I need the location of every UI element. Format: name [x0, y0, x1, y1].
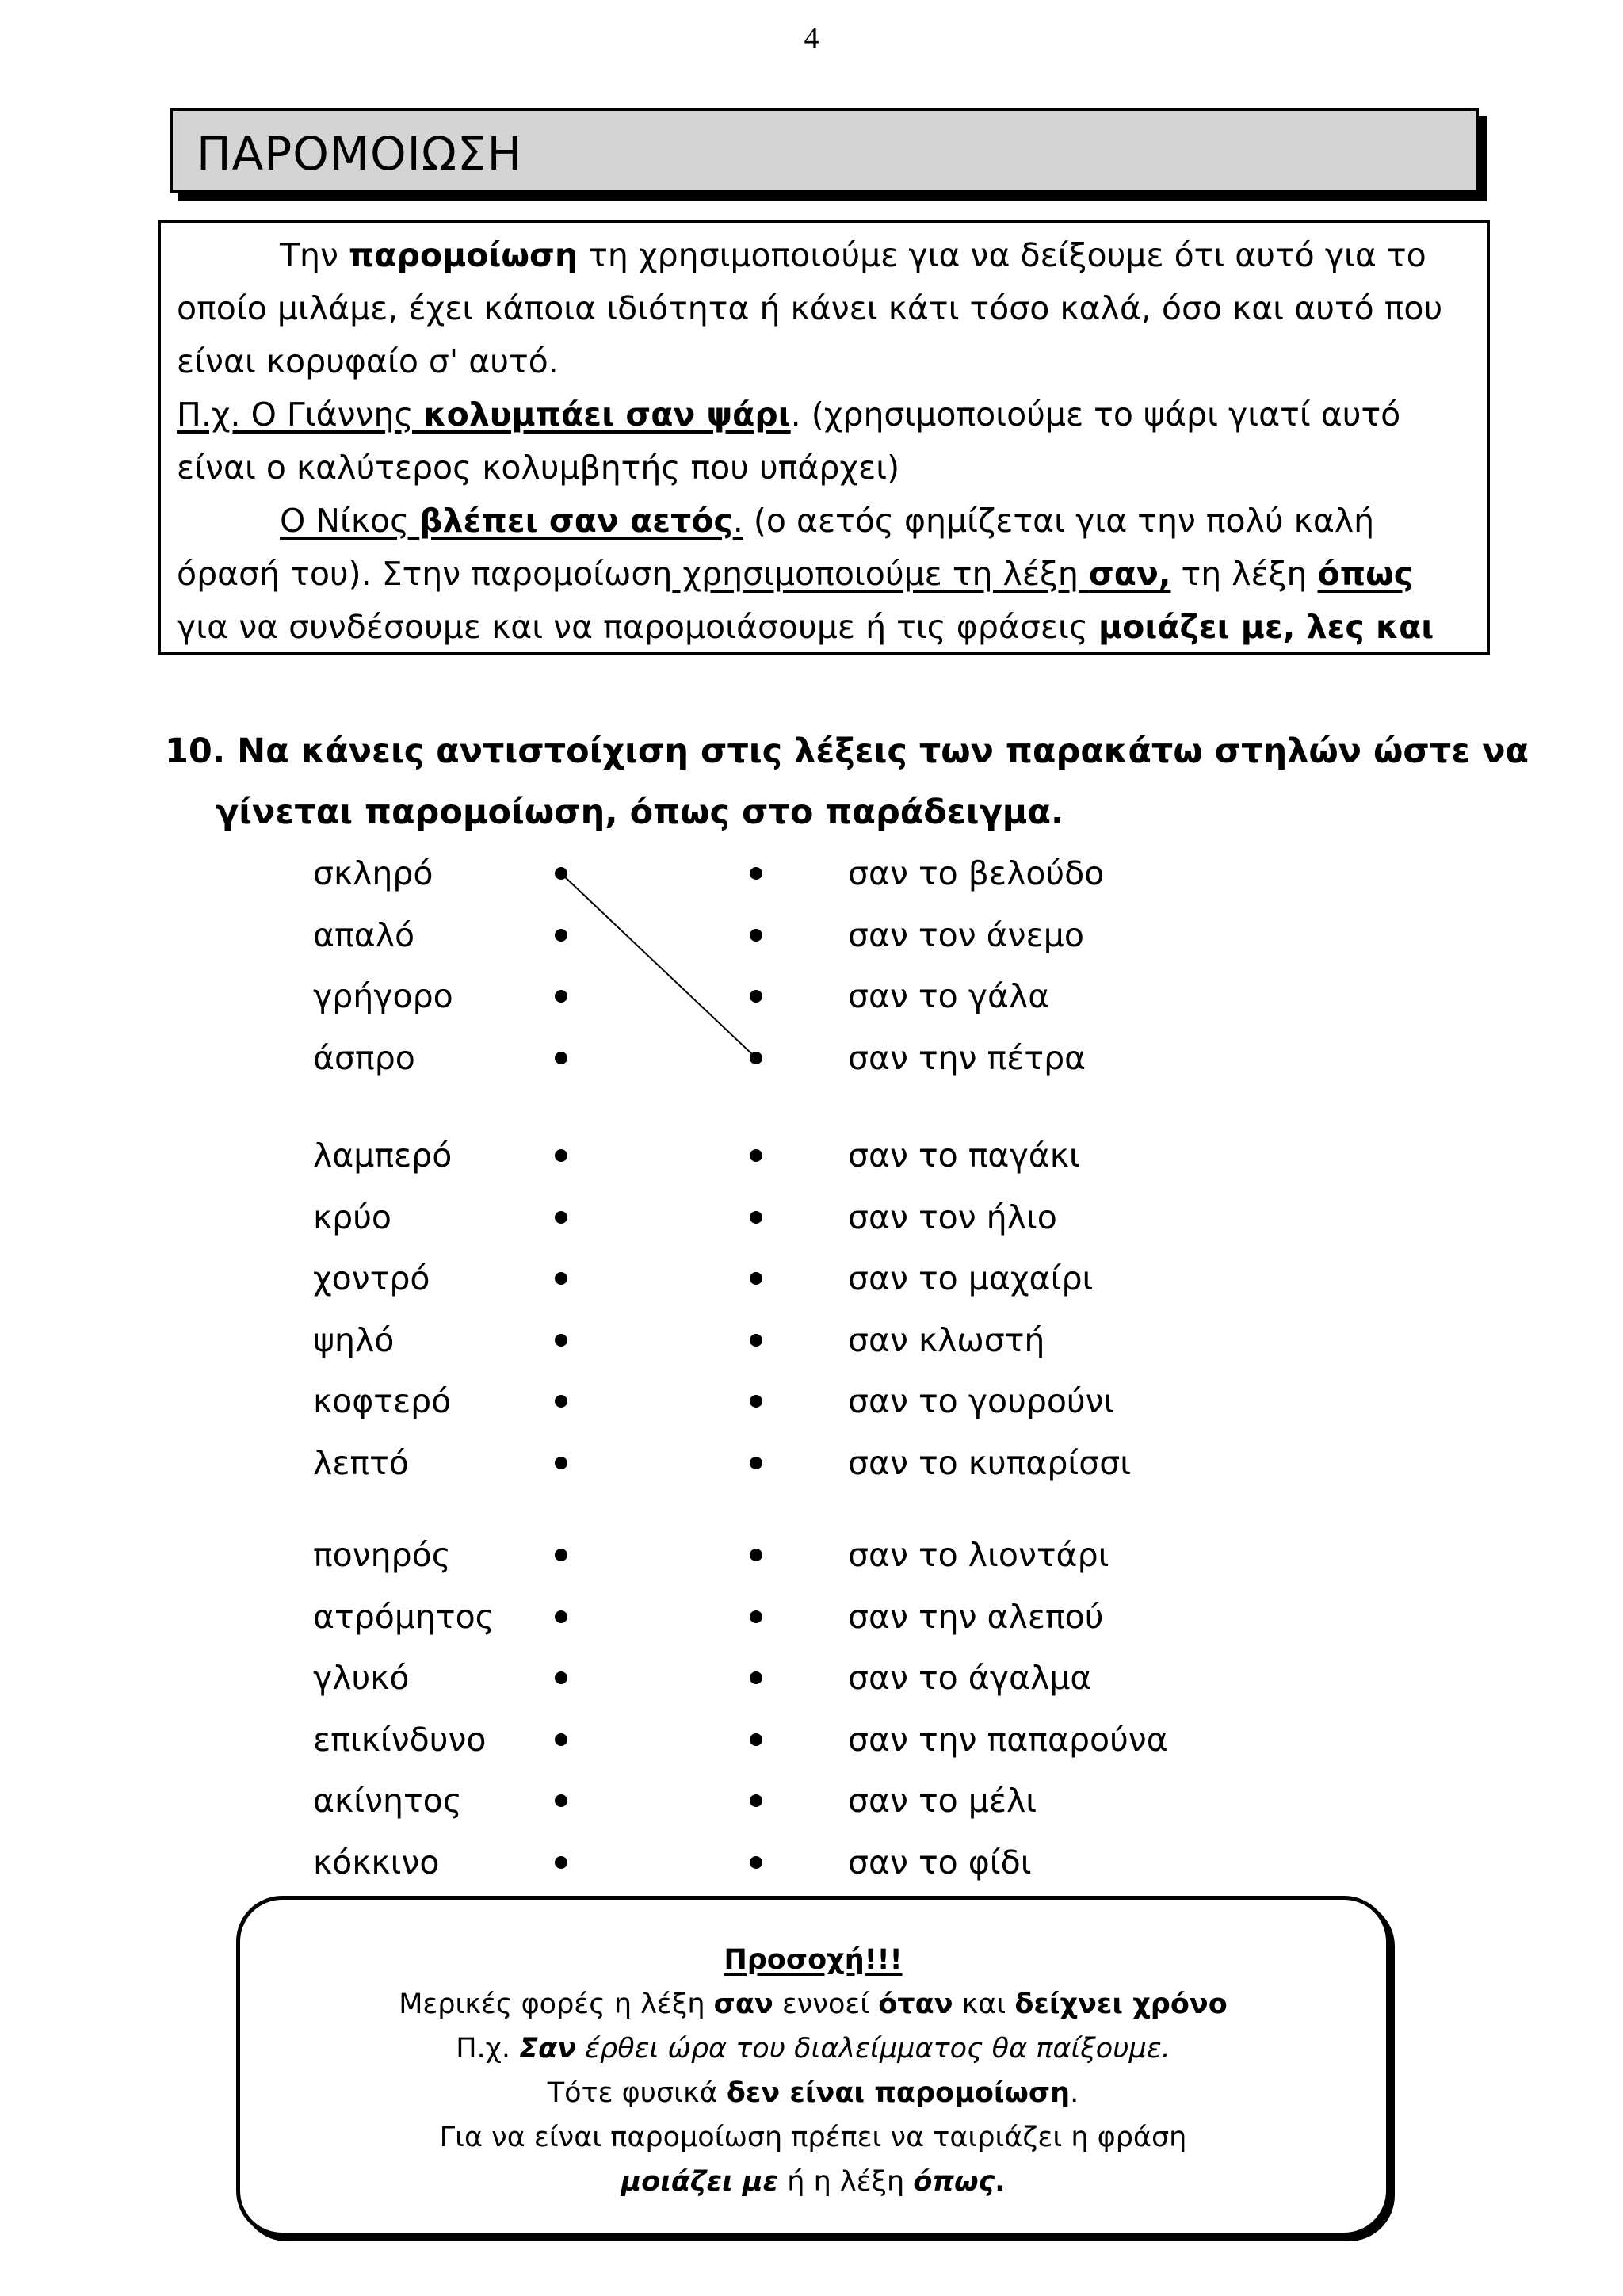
right-phrase: σαν τον ήλιο: [848, 1198, 1057, 1236]
note-title: Προσοχή!!!: [724, 1944, 903, 1976]
definition-line-3: είναι κορυφαίο σ' αυτό.: [177, 342, 559, 380]
left-word: γρήγορο: [313, 977, 453, 1016]
right-phrase: σαν το γάλα: [848, 977, 1050, 1016]
right-phrase: σαν την παπαρούνα: [848, 1720, 1168, 1759]
definition-line-2: οποίο μιλάμε, έχει κάποια ιδιότητα ή κάνει κάτι τόσο καλά, όσο και αυτό που: [177, 289, 1443, 327]
right-phrase: σαν το βελούδο: [848, 854, 1105, 892]
left-word: πονηρός: [313, 1536, 451, 1574]
explanation-line-1: όρασή του). Στην παρομοίωση χρησιμοποιούμε τη λέξη σαν, τη λέξη όπως: [177, 555, 1414, 593]
right-phrase: σαν το φίδι: [848, 1843, 1032, 1881]
left-word: κόκκινο: [313, 1843, 440, 1881]
note-line-4: Για να είναι παρομοίωση πρέπει να ταιριάζει η φράση: [439, 2122, 1187, 2153]
left-word: ακίνητος: [313, 1782, 462, 1820]
note-line-5: μοιάζει με ή η λέξη όπως.: [621, 2166, 1006, 2198]
example-line-2: είναι ο καλύτερος κολυμβητής που υπάρχει): [177, 449, 900, 487]
exercise-line-1: 10. Να κάνεις αντιστοίχιση στις λέξεις των παρακάτω στηλών ώστε να: [165, 732, 1529, 771]
left-word: κοφτερό: [313, 1382, 452, 1421]
note-line-3: Τότε φυσικά δεν είναι παρομοίωση.: [547, 2077, 1079, 2109]
left-word: κρύο: [313, 1198, 391, 1236]
word-opos: όπως: [1317, 555, 1414, 593]
note-line-2: Π.χ. Σαν έρθει ώρα του διαλείμματος θα παίξουμε.: [456, 2033, 1170, 2065]
term-paromoiosi: παρομοίωση: [348, 236, 579, 274]
right-phrase: σαν την πέτρα: [848, 1038, 1086, 1077]
left-word: άσπρο: [313, 1038, 415, 1077]
right-phrase: σαν το κυπαρίσσι: [848, 1444, 1132, 1482]
word-san: σαν,: [1088, 555, 1171, 593]
right-phrase: σαν το μέλι: [848, 1782, 1037, 1820]
left-word: απαλό: [313, 915, 415, 954]
left-word: λαμπερό: [313, 1137, 453, 1175]
right-phrase: σαν κλωστή: [848, 1320, 1045, 1359]
left-word: γλυκό: [313, 1659, 410, 1698]
example-line-3: Ο Νίκος βλέπει σαν αετός. (ο αετός φημίζεται για την πολύ καλή: [280, 502, 1375, 540]
example-phrase-aetos: βλέπει σαν αετός: [419, 502, 733, 540]
right-phrase: σαν το άγαλμα: [848, 1659, 1092, 1698]
left-word: επικίνδυνο: [313, 1720, 487, 1759]
right-phrase: σαν την αλεπού: [848, 1597, 1104, 1636]
attention-note: [236, 1896, 1390, 2237]
example-phrase-psari: κολυμπάει σαν ψάρι: [423, 395, 791, 434]
right-phrase: σαν τον άνεμο: [848, 915, 1084, 954]
left-word: ψηλό: [313, 1320, 395, 1359]
exercise-line-2: γίνεται παρομοίωση, όπως στο παράδειγμα.: [216, 793, 1064, 832]
right-phrase: σαν το μαχαίρι: [848, 1259, 1094, 1298]
section-title: ΠΑΡΟΜΟΙΩΣΗ: [197, 127, 523, 181]
example-line-1: Π.χ. Ο Γιάννης κολυμπάει σαν ψάρι. (χρησιμοποιούμε το ψάρι γιατί αυτό: [177, 395, 1401, 434]
left-word: λεπτό: [313, 1444, 409, 1482]
phrases-moiazei-les-kai: μοιάζει με, λες και: [1098, 608, 1434, 646]
definition-line-1: Την παρομοίωση τη χρησιμοποιούμε για να δείξουμε ότι αυτό για το: [280, 236, 1426, 274]
explanation-line-2: για να συνδέσουμε και να παρομοιάσουμε ή τις φράσεις μοιάζει με, λες και: [177, 608, 1434, 646]
right-phrase: σαν το λιοντάρι: [848, 1536, 1109, 1574]
left-word: ατρόμητος: [313, 1597, 495, 1636]
page-number: 4: [804, 21, 819, 55]
right-phrase: σαν το παγάκι: [848, 1137, 1080, 1175]
left-word: χοντρό: [313, 1259, 430, 1298]
note-line-1: Μερικές φορές η λέξη σαν εννοεί όταν και δείχνει χρόνο: [399, 1988, 1228, 2020]
left-word: σκληρό: [313, 854, 433, 892]
example-match-line: [561, 873, 756, 1058]
right-phrase: σαν το γουρούνι: [848, 1382, 1115, 1421]
